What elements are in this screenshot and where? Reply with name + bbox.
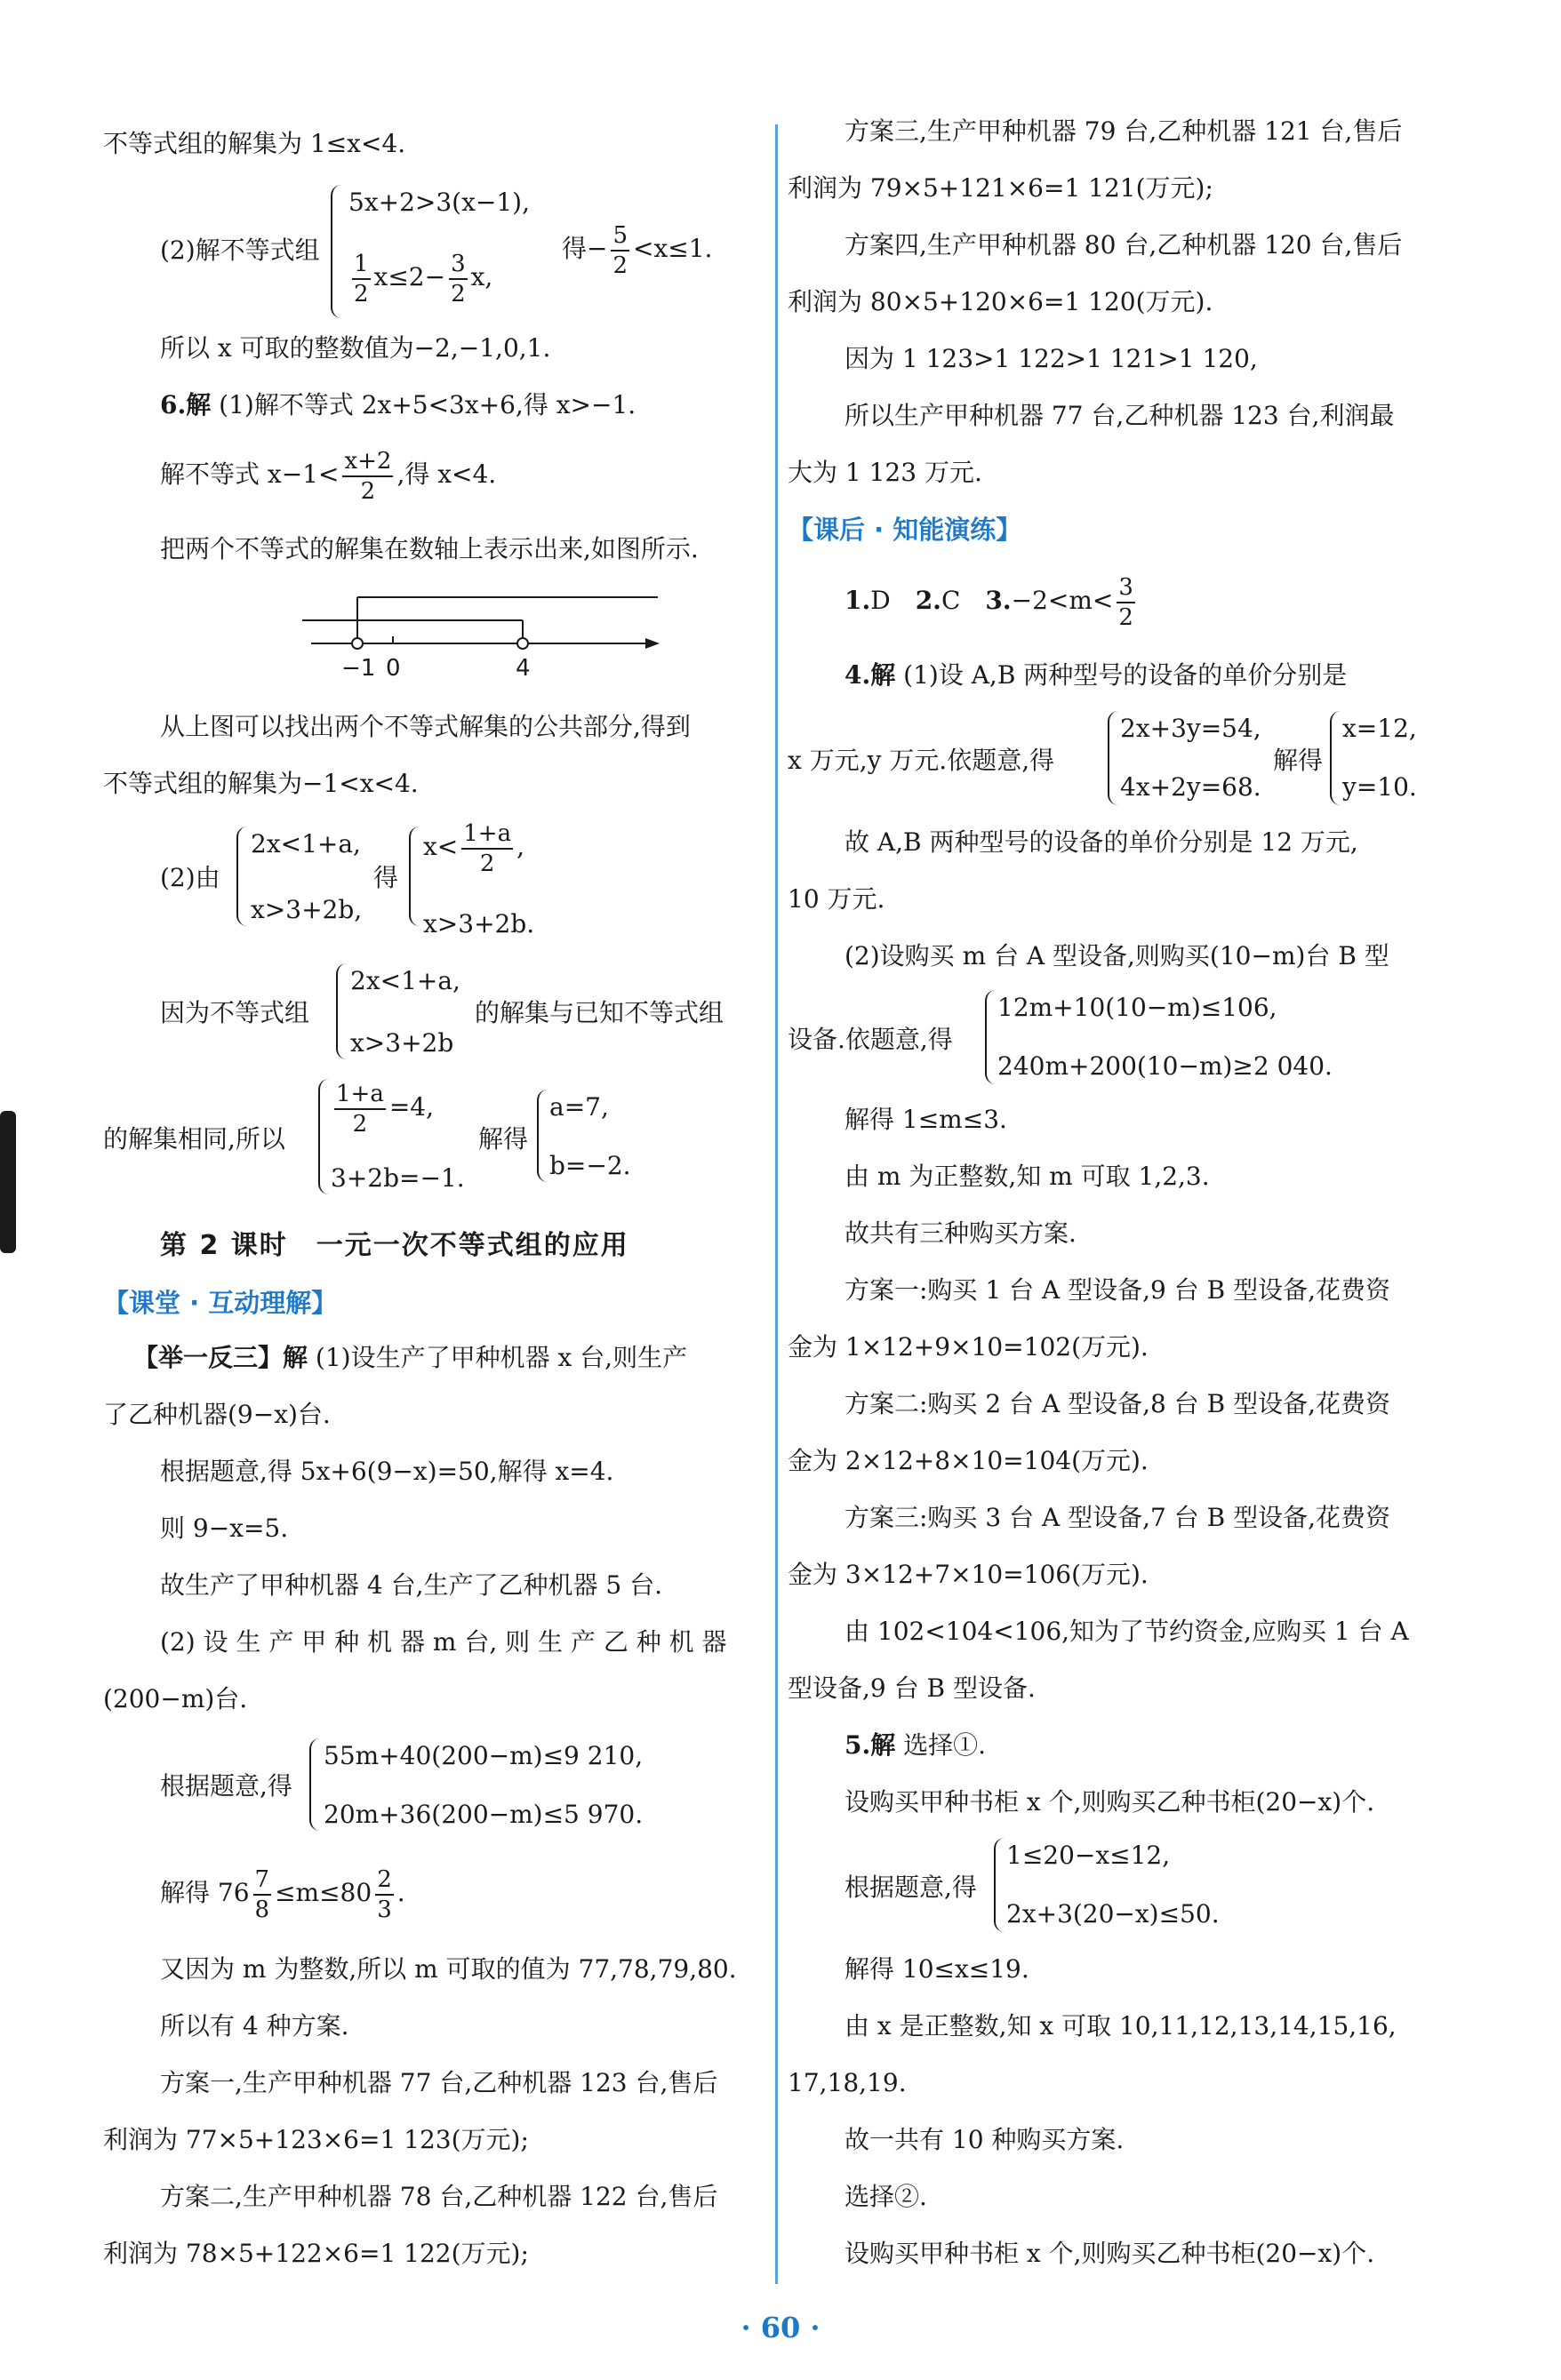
system-brace [236,827,247,926]
same-set-eq1: $\frac{1+a}{2}$ =4, [336,1080,435,1138]
text-line: 金为 2×12+8×10=104(万元). [788,1446,1149,1475]
same-set-prefix: 的解集相同,所以 [103,1124,285,1154]
system-brace [331,185,341,318]
because-eq1: 2x<1+a, [350,966,460,995]
question-6-line: 6.解 (1)解不等式 2x+5<3x+6,得 x>−1. [160,390,636,419]
part-2-de: 得 [373,863,399,892]
fraction: $\frac{1+a}{2}$ [463,819,512,877]
part-2-result-2: x>3+2b. [423,909,535,938]
fraction: $\frac{x+2}{2}$ [344,447,392,505]
text-line: 利润为 77×5+123×6=1 123(万元); [103,2125,529,2154]
system-2-result: 得− $\frac{5}{2}$ <x≤1. [562,221,713,279]
q4-2-eq2: 240m+200(10−m)≥2 040. [997,1051,1333,1081]
text-line: 由 102<104<106,知为了节约资金,应购买 1 台 A [845,1617,1409,1646]
system-brace [1108,711,1118,805]
system-2-eq1: 5x+2>3(x−1), [348,188,530,217]
text-line: 10 万元. [788,884,885,914]
system-brace [336,963,347,1059]
text-line: 利润为 79×5+121×6=1 121(万元); [788,173,1213,203]
example-line: 【举一反三】解 (1)设生产了甲种机器 x 台,则生产 [133,1343,688,1372]
because-prefix: 因为不等式组 [160,998,310,1027]
q4-sol-x: x=12, [1342,714,1417,743]
text-line: (2)设购买 m 台 A 型设备,则购买(10−m)台 B 型 [845,941,1389,970]
q4-2-prefix: 设备.依题意,得 [788,1025,953,1054]
open-point-4 [517,638,528,649]
text-line: 根据题意,得 5x+6(9−x)=50,解得 x=4. [160,1457,614,1486]
fraction: $\frac{1}{2}$ [354,250,369,307]
text-line: 方案一:购买 1 台 A 型设备,9 台 B 型设备,花费资 [845,1275,1390,1305]
because-eq2: x>3+2b [350,1028,454,1058]
fraction: $\frac{7}{8}$ [254,1865,270,1923]
system-brace [318,1079,329,1194]
column-divider [775,124,778,2284]
text-line: 所以有 4 种方案. [160,2011,349,2041]
solution-a: a=7, [549,1092,609,1122]
q4-jiede: 解得 [1273,746,1324,775]
answers-line: 1.D 2.C 3.−2<m< $\frac{3}{2}$ [845,573,1133,631]
text-line: 解得 10≤x≤19. [845,1954,1029,1984]
text-line: (2) 设 生 产 甲 种 机 器 m 台, 则 生 产 乙 种 机 器 [160,1627,727,1657]
text-line: 因为 1 123>1 122>1 121>1 120, [845,344,1258,373]
system-3-eq2: 20m+36(200−m)≤5 970. [324,1800,644,1829]
text-line: 由 m 为正整数,知 m 可取 1,2,3. [845,1162,1210,1191]
text-line: 设购买甲种书柜 x 个,则购买乙种书柜(20−x)个. [845,1787,1375,1817]
system-brace [1330,711,1341,805]
q4-eq2: 4x+2y=68. [1120,772,1261,802]
system-brace [409,827,420,926]
inequality-2-line: 解不等式 x−1< $\frac{x+2}{2}$ ,得 x<4. [160,447,497,505]
system-2-prefix: (2)解不等式组 [160,236,320,265]
because-suffix: 的解集与已知不等式组 [475,998,724,1027]
class-section-header: 【课堂 · 互动理解】 [103,1288,338,1318]
text-line: 利润为 80×5+120×6=1 120(万元). [788,287,1213,316]
fraction: $\frac{3}{2}$ [451,250,466,307]
number-line-arrow [645,638,660,649]
tick-label-0: 0 [386,655,401,682]
text-line: 利润为 78×5+122×6=1 122(万元); [103,2239,529,2268]
text-line: 故生产了甲种机器 4 台,生产了乙种机器 5 台. [160,1570,663,1600]
text-line: 故一共有 10 种购买方案. [845,2125,1125,2154]
tick-label-neg1: −1 [341,655,376,682]
fraction: $\frac{3}{2}$ [1118,573,1133,631]
solution-set-line: 不等式组的解集为 1≤x<4. [103,129,406,158]
binding-mark [0,1111,16,1253]
text-line: 设购买甲种书柜 x 个,则购买乙种书柜(20−x)个. [845,2239,1375,2268]
lesson-title: 第 2 课时 一元一次不等式组的应用 [160,1230,629,1261]
solution-b: b=−2. [549,1151,631,1180]
system-3-eq1: 55m+40(200−m)≤9 210, [324,1741,644,1770]
q4-eq1: 2x+3y=54, [1120,714,1261,743]
text-line: 方案二,生产甲种机器 78 台,乙种机器 122 台,售后 [160,2182,718,2211]
system-3-prefix: 根据题意,得 [160,1771,292,1801]
text-line: (200−m)台. [103,1684,248,1713]
text-line: 大为 1 123 万元. [788,458,982,487]
q4-sol-y: y=10. [1342,772,1417,802]
text-line: 方案四,生产甲种机器 80 台,乙种机器 120 台,售后 [845,230,1403,260]
fraction: $\frac{1+a}{2}$ [336,1080,384,1138]
number-line-figure [302,587,676,684]
text-line: 选择②. [845,2182,927,2211]
part-2-eq1: 2x<1+a, [251,829,361,859]
text-line: 由 x 是正整数,知 x 可取 10,11,12,13,14,15,16, [845,2011,1397,2041]
integer-values-line: 所以 x 可取的整数值为−2,−1,0,1. [160,333,551,363]
text-line: 金为 3×12+7×10=106(万元). [788,1560,1149,1589]
same-set-jiede: 解得 [478,1124,529,1154]
q5-eq2: 2x+3(20−x)≤50. [1006,1899,1220,1929]
open-point-neg1 [352,638,363,649]
text-line: 17,18,19. [788,2068,907,2097]
tick-label-4: 4 [516,655,531,682]
system-2-eq2: $\frac{1}{2}$ x≤2− $\frac{3}{2}$ x, [354,250,493,307]
q5-system-prefix: 根据题意,得 [845,1873,977,1902]
q4-2-eq1: 12m+10(10−m)≤106, [997,993,1277,1022]
text-line: 又因为 m 为整数,所以 m 可取的值为 77,78,79,80. [160,1954,737,1984]
text-line: 故共有三种购买方案. [845,1218,1077,1248]
text-line: 方案三,生产甲种机器 79 台,乙种机器 121 台,售后 [845,116,1403,146]
common-part-line: 从上图可以找出两个不等式解集的公共部分,得到 [160,712,691,741]
q5-eq1: 1≤20−x≤12, [1006,1841,1171,1870]
fraction: $\frac{2}{3}$ [377,1865,392,1923]
text-line: 故 A,B 两种型号的设备的单价分别是 12 万元, [845,827,1358,857]
range-m-line: 解得 76 $\frac{7}{8}$ ≤m≤80 $\frac{2}{3}$ . [160,1865,405,1923]
number-line-intro: 把两个不等式的解集在数轴上表示出来,如图所示. [160,534,699,563]
fraction: $\frac{5}{2}$ [612,221,628,279]
question-4-line: 4.解 (1)设 A,B 两种型号的设备的单价分别是 [845,660,1348,690]
system-brace [985,990,996,1084]
page-number: · 60 · [740,2311,821,2344]
text-line: 型设备,9 台 B 型设备. [788,1673,1036,1703]
text-line: 方案二:购买 2 台 A 型设备,8 台 B 型设备,花费资 [845,1389,1390,1418]
same-set-eq2: 3+2b=−1. [331,1163,465,1193]
text-line: 金为 1×12+9×10=102(万元). [788,1332,1149,1362]
after-class-header: 【课后 · 知能演练】 [788,515,1022,545]
q4-system-prefix: x 万元,y 万元.依题意,得 [788,746,1055,775]
text-line: 方案三:购买 3 台 A 型设备,7 台 B 型设备,花费资 [845,1503,1390,1532]
system-brace [537,1090,548,1182]
part-2-prefix: (2)由 [160,863,220,892]
text-line: 解得 1≤m≤3. [845,1105,1007,1134]
question-5-line: 5.解 选择①. [845,1730,987,1760]
system-brace [994,1838,1005,1932]
text-line: 方案一,生产甲种机器 77 台,乙种机器 123 台,售后 [160,2068,718,2097]
system-solution-line: 不等式组的解集为−1<x<4. [103,769,419,798]
part-2-eq2: x>3+2b, [251,895,363,924]
system-brace [309,1738,320,1831]
part-2-result-1: x< $\frac{1+a}{2}$ , [423,819,524,877]
text-line: 了乙种机器(9−x)台. [103,1400,331,1429]
text-line: 所以生产甲种机器 77 台,乙种机器 123 台,利润最 [845,401,1395,430]
text-line: 则 9−x=5. [160,1513,289,1543]
